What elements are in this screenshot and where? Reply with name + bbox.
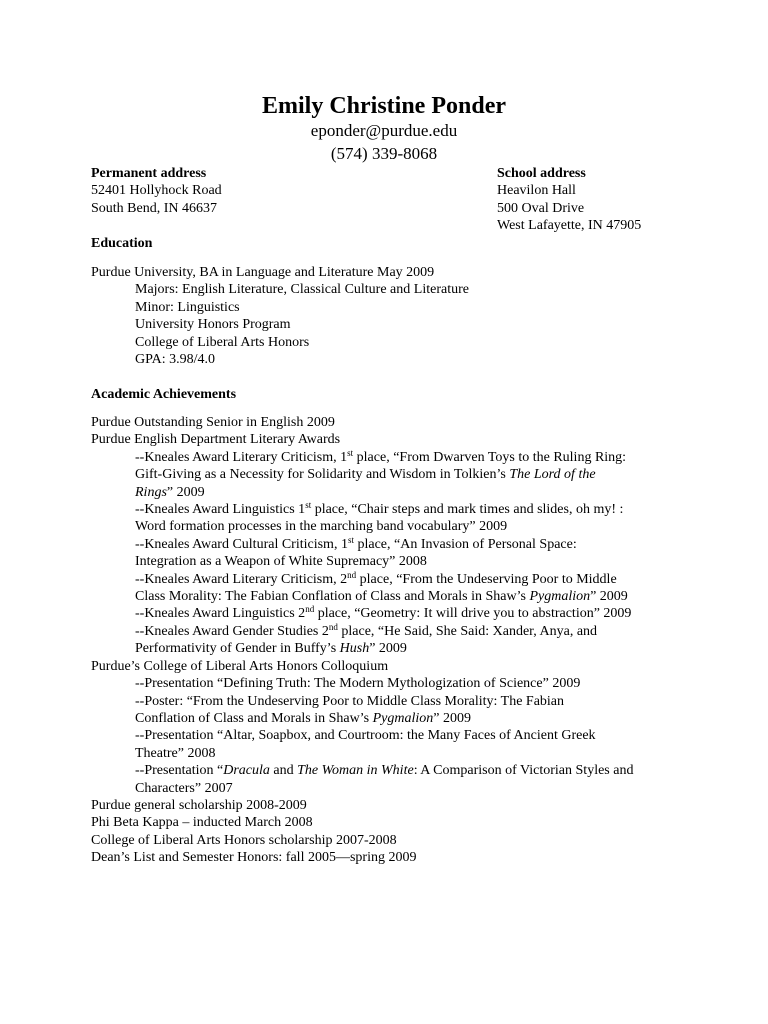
list-item-phi-beta-kappa: Phi Beta Kappa – inducted March 2008 xyxy=(91,815,313,831)
applicant-name: Emily Christine Ponder xyxy=(262,93,506,119)
list-item-deans-list: Dean’s List and Semester Honors: fall 2005—spring 2009 xyxy=(91,850,417,866)
award-cultural-criticism-1st: --Kneales Award Cultural Criticism, 1st place, “An Invasion of Personal Space: xyxy=(135,534,577,552)
education-section xyxy=(91,264,691,368)
school-address-block xyxy=(497,165,641,235)
award-linguistics-1st-line2: Word formation processes in the marching band vocabulary” 2009 xyxy=(135,519,508,535)
poster-undeserving-poor-line2: Conflation of Class and Morals in Shaw’s Pygmalion” 2009 xyxy=(135,710,471,726)
school-address-line3: West Lafayette, IN 47905 xyxy=(497,218,642,234)
award-gender-studies-2nd: --Kneales Award Gender Studies 2nd place, “He Said, She Said: Xander, Anya, and xyxy=(135,621,598,639)
education-honors-program: University Honors Program xyxy=(135,317,291,333)
list-item-literary-awards: Purdue English Department Literary Awards xyxy=(91,432,341,448)
school-address-label: School address xyxy=(497,166,586,181)
award-linguistics-1st: --Kneales Award Linguistics 1st place, “Chair steps and mark times and slides, oh my! : xyxy=(135,500,624,518)
education-minor: Minor: Linguistics xyxy=(135,299,240,315)
education-majors: Majors: English Literature, Classical Culture and Literature xyxy=(135,282,469,298)
list-item-outstanding-senior: Purdue Outstanding Senior in English 2009 xyxy=(91,415,335,430)
list-item-cla-scholarship: College of Liberal Arts Honors scholarship 2007-2008 xyxy=(91,832,397,848)
education-gpa: GPA: 3.98/4.0 xyxy=(135,352,216,368)
award-literary-criticism-2nd: --Kneales Award Literary Criticism, 2nd place, “From the Undeserving Poor to Middle xyxy=(135,569,617,587)
achievements-heading: Academic Achievements xyxy=(91,387,237,402)
presentation-altar-soapbox: --Presentation “Altar, Soapbox, and Courtroom: the Many Faces of Ancient Greek xyxy=(135,728,596,744)
achievements-section xyxy=(91,414,691,867)
presentation-dracula-line2: Characters” 2007 xyxy=(135,780,233,796)
education-degree: Purdue University, BA in Language and Literature May 2009 xyxy=(91,265,435,280)
award-gender-studies-2nd-line2: Performativity of Gender in Buffy’s Hush” 2009 xyxy=(135,641,407,657)
award-literary-criticism-1st-line2: Gift-Giving as a Necessity for Solidarity and Wisdom in Tolkien’s The Lord of the xyxy=(135,467,596,483)
permanent-address-label: Permanent address xyxy=(91,166,207,181)
award-literary-criticism-1st-line3: Rings” 2009 xyxy=(135,484,205,500)
presentation-defining-truth: --Presentation “Defining Truth: The Modern Mythologization of Science” 2009 xyxy=(135,676,581,692)
award-literary-criticism-2nd-line2: Class Morality: The Fabian Conflation of Class and Morals in Shaw’s Pygmalion” 2009 xyxy=(135,589,628,605)
phone-number: (574) 339-8068 xyxy=(330,144,438,163)
school-address-line1: Heavilon Hall xyxy=(497,183,576,199)
presentation-dracula: --Presentation “Dracula and The Woman in White: A Comparison of Victorian Styles and xyxy=(135,763,634,779)
permanent-address-block xyxy=(91,165,222,217)
award-linguistics-2nd: --Kneales Award Linguistics 2nd place, “Geometry: It will drive you to abstraction” 2009 xyxy=(135,604,632,622)
presentation-altar-soapbox-line2: Theatre” 2008 xyxy=(135,745,216,761)
school-address-line2: 500 Oval Drive xyxy=(497,200,585,216)
email-address: eponder@purdue.edu xyxy=(310,121,458,140)
award-cultural-criticism-1st-line2: Integration as a Weapon of White Supremacy” 2008 xyxy=(135,554,427,570)
permanent-address-line2: South Bend, IN 46637 xyxy=(91,200,217,216)
list-item-general-scholarship: Purdue general scholarship 2008-2009 xyxy=(91,797,307,813)
education-heading: Education xyxy=(91,236,153,251)
education-cla-honors: College of Liberal Arts Honors xyxy=(135,334,310,350)
list-item-honors-colloquium: Purdue’s College of Liberal Arts Honors Colloquium xyxy=(91,658,389,674)
poster-undeserving-poor: --Poster: “From the Undeserving Poor to Middle Class Morality: The Fabian xyxy=(135,693,565,709)
permanent-address-line1: 52401 Hollyhock Road xyxy=(91,183,222,199)
award-literary-criticism-1st: --Kneales Award Literary Criticism, 1st place, “From Dwarven Toys to the Ruling Ring: xyxy=(135,447,627,465)
